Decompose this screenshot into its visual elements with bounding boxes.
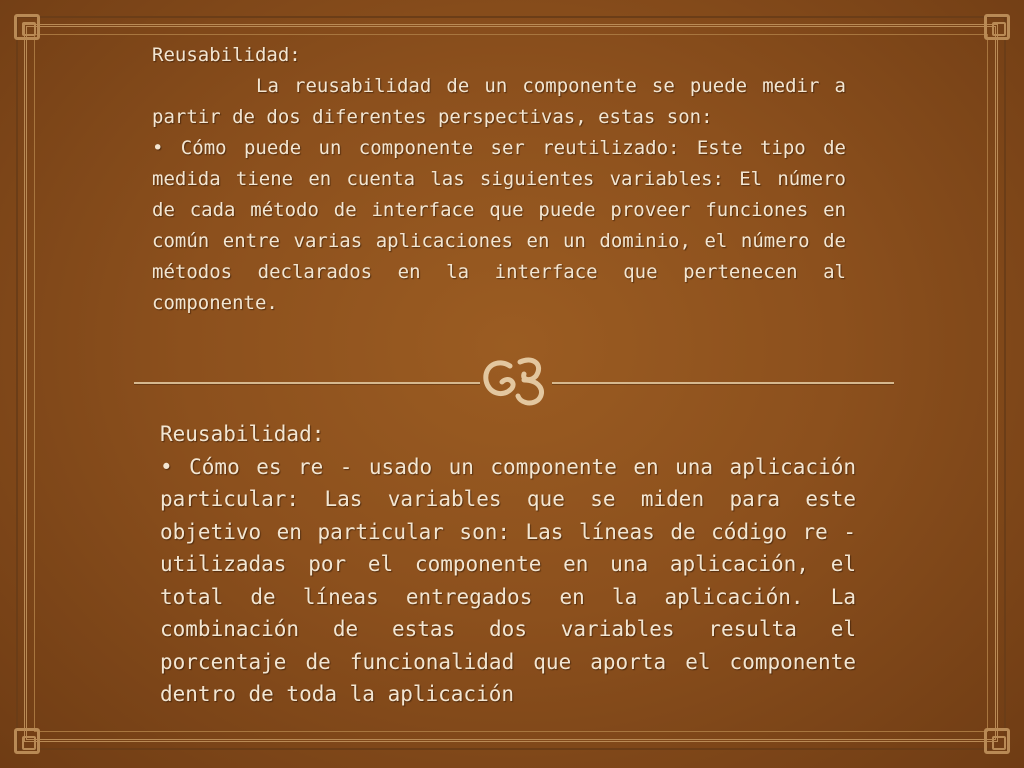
bottom-bullet-paragraph: • Cómo es re - usado un componente en una aplicación particular: Las variables que se miden para este objetivo en particular son: Las líneas de código re - utilizadas por el componente en una aplicación, el total de líneas entregados en la aplicación. La combinación de estas dos variables resulta el porcentaje de funcionalidad que aporta el componente dentro de toda la aplicación [160,454,856,706]
bottom-text-block [160,418,856,711]
top-heading: Reusabilidad: [152,44,301,66]
top-text-block [152,40,846,319]
bottom-heading: Reusabilidad: [160,422,325,446]
divider-line-left [134,382,480,384]
top-bullet-paragraph: • Cómo puede un componente ser reutilizado: Este tipo de medida tiene en cuenta las siguientes variables: El número de cada método de interface que puede proveer funciones en común entre varias aplicaciones en un dominio, el número de métodos declarados en la interface que pertenecen al componente. [152,137,846,314]
corner-ornament-icon [14,728,40,754]
divider-line-right [552,382,894,384]
corner-ornament-icon [14,14,40,40]
corner-ornament-icon [984,14,1010,40]
corner-ornament-icon [984,728,1010,754]
scroll-ornament-icon [480,352,552,408]
top-intro-paragraph: La reusabilidad de un componente se puede medir a partir de dos diferentes perspectivas, estas son: [152,75,846,128]
